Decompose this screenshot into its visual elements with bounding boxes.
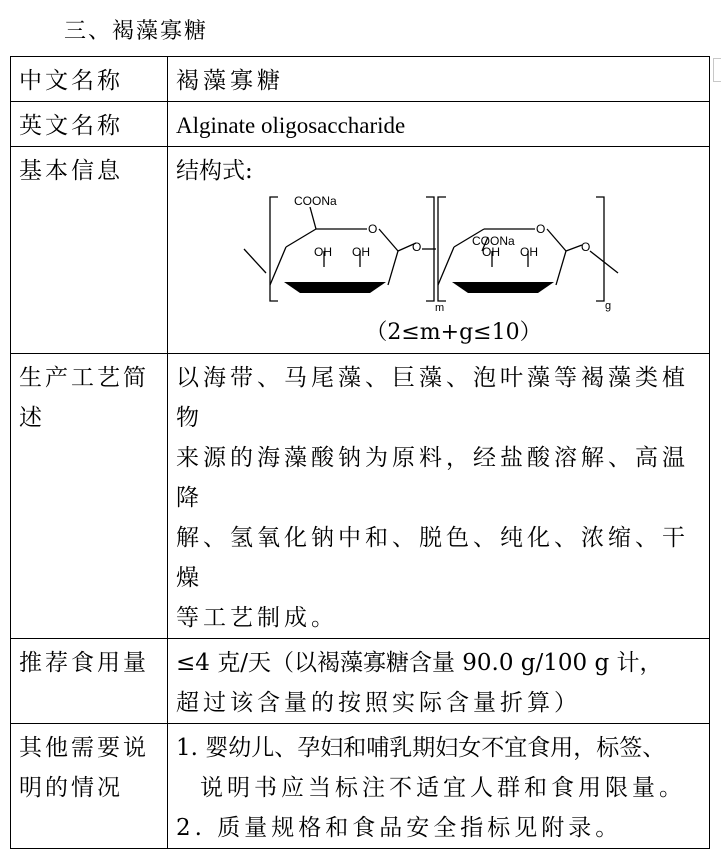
row-basic-info	[11, 147, 710, 354]
label-basic-info: 基本信息	[11, 147, 168, 354]
value-basic-info	[168, 147, 710, 354]
label-dosage: 推荐食用量	[11, 639, 168, 724]
structure-title: 结构式:	[176, 158, 253, 184]
label-notes-line2: 明的情况	[19, 775, 123, 801]
subscript-m: m	[435, 302, 445, 314]
label-chinese-name: 中文名称	[11, 57, 168, 102]
section-heading: 三、褐藻寡糖	[64, 19, 209, 44]
row-dosage	[11, 639, 710, 724]
oh-label-1: OH	[314, 245, 332, 259]
ring-oxygen-1: O	[368, 222, 378, 236]
coona-label-1: COONa	[294, 194, 337, 208]
label-english-name: 英文名称	[11, 102, 168, 147]
value-chinese-name: 褐藻寡糖	[168, 57, 710, 102]
oh-label-4: OH	[520, 245, 538, 259]
coona-label-2: COONa	[472, 234, 515, 248]
row-process	[11, 354, 710, 639]
spec-table	[10, 56, 710, 849]
process-line-4: 等工艺制成。	[176, 605, 338, 631]
link-oxygen-2: O	[581, 240, 591, 254]
note-item-1-line-2: 说明书应当标注不适宜人群和食用限量。	[200, 775, 686, 801]
row-notes	[11, 724, 710, 849]
label-notes-line1: 其他需要说	[19, 735, 149, 761]
process-line-1: 以海带、马尾藻、巨藻、泡叶藻等褐藻类植物	[176, 365, 689, 431]
value-process	[168, 354, 710, 639]
note-item-1-line-1: 1. 婴幼儿、孕妇和哺乳期妇女不宜食用，标签、	[176, 735, 666, 761]
link-oxygen-1: O	[412, 240, 422, 254]
label-process	[11, 354, 168, 639]
value-english-name: Alginate oligosaccharide	[168, 102, 710, 147]
dosage-line-2: 超过该含量的按照实际含量折算）	[176, 690, 581, 716]
value-dosage	[168, 639, 710, 724]
label-process-line2: 述	[19, 405, 45, 431]
subscript-g: g	[605, 300, 612, 312]
polymerization-range: （2≤m+g≤10）	[365, 320, 542, 345]
note-item-2: 2. 质量规格和食品安全指标见附录。	[176, 815, 623, 841]
structural-formula	[226, 189, 626, 319]
process-line-3: 解、氢氧化钠中和、脱色、纯化、浓缩、干燥	[176, 525, 689, 591]
oh-label-3: OH	[482, 245, 500, 259]
oh-label-2: OH	[352, 245, 370, 259]
page-edge-mark	[713, 58, 721, 82]
dosage-line-1: ≤4 克/天（以褐藻寡糖含量 90.0 g/100 g 计，	[176, 650, 663, 676]
label-notes	[11, 724, 168, 849]
row-chinese-name	[11, 57, 710, 102]
row-english-name	[11, 102, 710, 147]
value-notes	[168, 724, 710, 849]
process-line-2: 来源的海藻酸钠为原料，经盐酸溶解、高温降	[176, 445, 689, 511]
label-process-line1: 生产工艺简	[19, 365, 149, 391]
ring-oxygen-2: O	[536, 222, 546, 236]
